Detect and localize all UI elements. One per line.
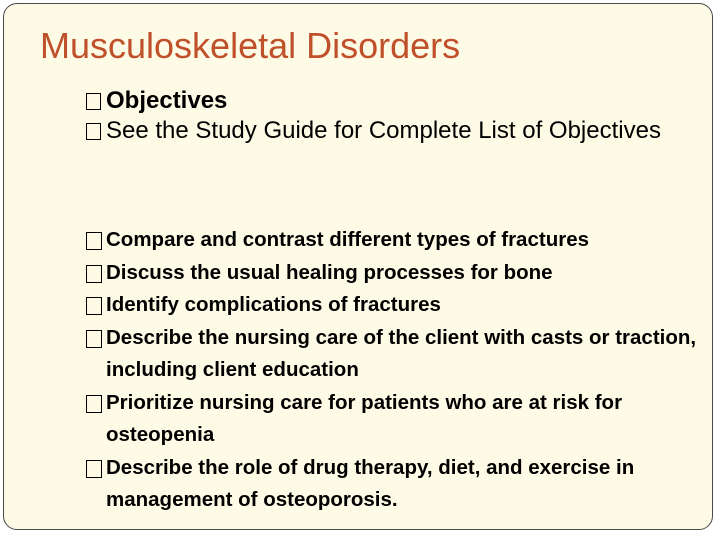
- slide-frame: [3, 3, 713, 530]
- objective-text: Discuss the usual healing processes for bone: [106, 260, 553, 284]
- objective-text: Prioritize nursing care for patients who are at risk for osteopenia: [106, 390, 623, 446]
- square-box-icon: [86, 93, 101, 110]
- bullet-text: Objectives: [106, 87, 228, 114]
- objective-text: Describe the role of drug therapy, diet, and exercise in management of osteoporosis.: [106, 455, 635, 511]
- bullet-text: See the Study Guide for Complete List of Objectives: [106, 117, 661, 144]
- list-item: [86, 289, 706, 322]
- objectives-list: [86, 224, 706, 517]
- square-box-icon: [86, 123, 101, 140]
- list-item: [86, 452, 706, 517]
- objective-text: Identify complications of fractures: [106, 293, 441, 316]
- square-box-icon: [86, 232, 102, 250]
- objective-text: Describe the nursing care of the client with casts or traction, including client education: [106, 325, 697, 381]
- top-bullet-list: [86, 86, 686, 146]
- square-box-icon: [86, 297, 102, 315]
- square-box-icon: [86, 265, 102, 283]
- list-item: [86, 257, 706, 290]
- slide-title: Musculoskeletal Disorders: [40, 25, 461, 66]
- square-box-icon: [86, 460, 102, 478]
- list-item: [86, 224, 706, 257]
- list-item: [86, 116, 686, 146]
- list-item: [86, 322, 706, 387]
- list-item: [86, 86, 686, 116]
- list-item: [86, 387, 706, 452]
- objective-text: Compare and contrast different types of fractures: [106, 228, 589, 251]
- square-box-icon: [86, 330, 102, 348]
- square-box-icon: [86, 395, 102, 413]
